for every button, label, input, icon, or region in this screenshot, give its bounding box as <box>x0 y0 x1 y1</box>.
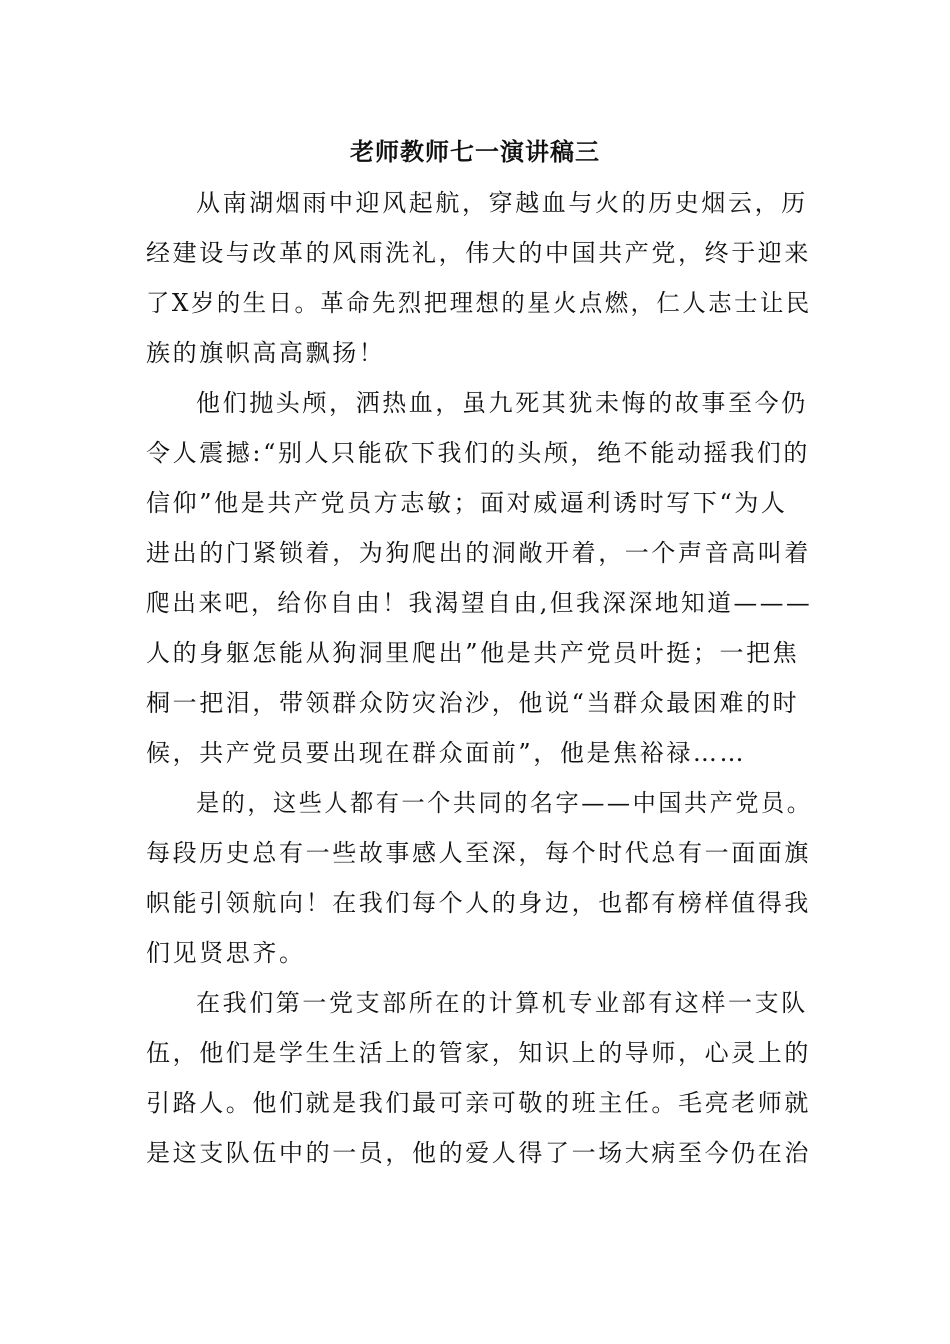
paragraph-line: 是这支队伍中的一员，他的爱人得了一场大病至今仍在治 <box>146 1139 811 1167</box>
paragraph-line: 族的旗帜高高飘扬！ <box>146 339 386 367</box>
paragraph-line: 从南湖烟雨中迎风起航，穿越血与火的历史烟云，历 <box>196 189 808 217</box>
paragraph-line: 信仰”他是共产党员方志敏；面对威逼利诱时写下“为人 <box>146 489 788 517</box>
paragraph-line: 经建设与改革的风雨洗礼，伟大的中国共产党，终于迎来 <box>146 239 811 267</box>
paragraph-line: 人的身躯怎能从狗洞里爬出”他是共产党员叶挺；一把焦 <box>146 639 800 667</box>
paragraph-line: 每段历史总有一些故事感人至深，每个时代总有一面面旗 <box>146 839 811 867</box>
paragraph-line: 他们抛头颅，洒热血，虽九死其犹未悔的故事至今仍 <box>196 389 808 417</box>
paragraph-line: 们见贤思齐。 <box>146 939 306 967</box>
paragraph-line: 进出的门紧锁着，为狗爬出的洞敞开着，一个声音高叫着 <box>146 539 811 567</box>
document-title: 老师教师七一演讲稿三 <box>350 137 600 166</box>
paragraph-line: 爬出来吧，给你自由！我渴望自由,但我深深地知道——— <box>146 589 813 617</box>
paragraph-line: 候，共产党员要出现在群众面前”，他是焦裕禄…… <box>146 739 747 767</box>
paragraph-line: 是的，这些人都有一个共同的名字——中国共产党员。 <box>196 789 813 817</box>
paragraph-line: 了X岁的生日。革命先烈把理想的星火点燃，仁人志士让民 <box>146 289 812 317</box>
paragraph-line: 桐一把泪，带领群众防灾治沙，他说“当群众最困难的时 <box>146 689 800 717</box>
paragraph-line: 伍，他们是学生生活上的管家，知识上的导师，心灵上的 <box>146 1039 811 1067</box>
paragraph-line: 在我们第一党支部所在的计算机专业部有这样一支队 <box>196 989 808 1017</box>
paragraph-line: 引路人。他们就是我们最可亲可敬的班主任。毛亮老师就 <box>146 1089 811 1117</box>
paragraph-line: 令人震撼:“别人只能砍下我们的头颅，绝不能动摇我们的 <box>146 439 810 467</box>
paragraph-line: 帜能引领航向！在我们每个人的身边，也都有榜样值得我 <box>146 889 811 917</box>
